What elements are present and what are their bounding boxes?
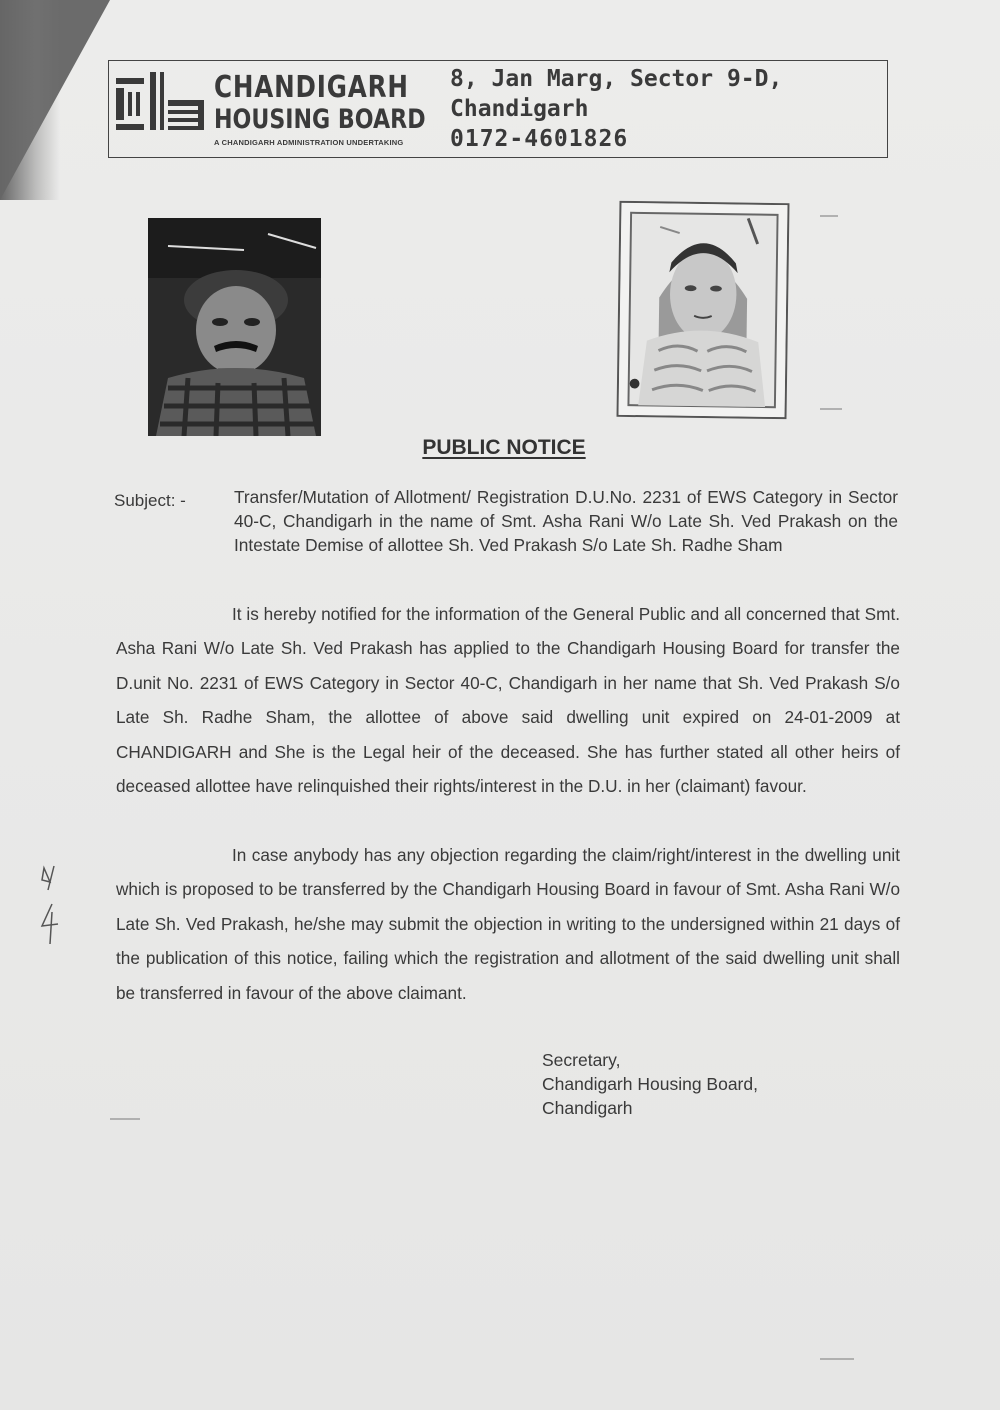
address-line1: 8, Jan Marg, Sector 9-D, [450, 66, 783, 92]
scan-speck [820, 1358, 854, 1360]
scan-speck [820, 215, 838, 217]
org-tagline: A CHANDIGARH ADMINISTRATION UNDERTAKING [214, 138, 404, 147]
notice-paragraph-1: It is hereby notified for the information of the General Public and all concerned that Smt. Asha Rani W/o Late Sh. Ved Prakash has applied to the Chandigarh Housing Board for transfer the D.unit No. 2231 of EWS Category in Sector 40-C, Chandigarh in her name that Sh. Ved Prakash S/o Late Sh. Radhe Sham, the allottee of above said dwelling unit expired on 24-01-2009 at CHANDIGARH and She is the Legal heir of the deceased. She has further stated all other heirs of deceased allottee have relinquished their rights/interest in the D.U. in her (claimant) favour. [116, 604, 900, 797]
notice-paragraph-2: In case anybody has any objection regarding the claim/right/interest in the dwelling unit which is proposed to be transferred by the Chandigarh Housing Board in favour of Smt. Asha Rani W/o Late Sh. Ved Prakash, he/she may submit the objection in writing to the undersigned within 21 days of the publication of this notice, failing which the registration and allotment of the said dwelling unit shall be transferred in favour of the above claimant. [116, 845, 900, 1003]
notice-title [0, 436, 1000, 460]
signoff-city: Chandigarh [542, 1098, 633, 1118]
notice-title-text: PUBLIC NOTICE [422, 436, 586, 459]
scan-speck [110, 1118, 140, 1120]
signoff-title: Secretary, [542, 1050, 621, 1070]
org-name-line1: CHANDIGARH [214, 70, 409, 105]
signoff-org: Chandigarh Housing Board, [542, 1074, 758, 1094]
address-line2: Chandigarh [450, 96, 589, 122]
phone-number: 0172-4601826 [450, 126, 629, 152]
subject-text: Transfer/Mutation of Allotment/ Registration D.U.No. 2231 of EWS Category in Sector 40-C, Chandigarh in the name of Smt. Asha Rani W/o Late Sh. Ved Prakash on the Intestate Demise of allottee Sh. Ved Prakash S/o Late Sh. Radhe Sham [234, 487, 898, 555]
signoff-block [542, 1048, 758, 1120]
edge-shadow [0, 0, 60, 200]
handwritten-margin-mark [36, 860, 76, 950]
org-name-line2: HOUSING BOARD [214, 104, 426, 135]
scan-speck [820, 408, 842, 410]
chb-logo-icon [116, 72, 208, 136]
subject-label: Subject: - [114, 491, 186, 510]
photo-man [148, 218, 321, 436]
photo-woman [617, 201, 790, 419]
